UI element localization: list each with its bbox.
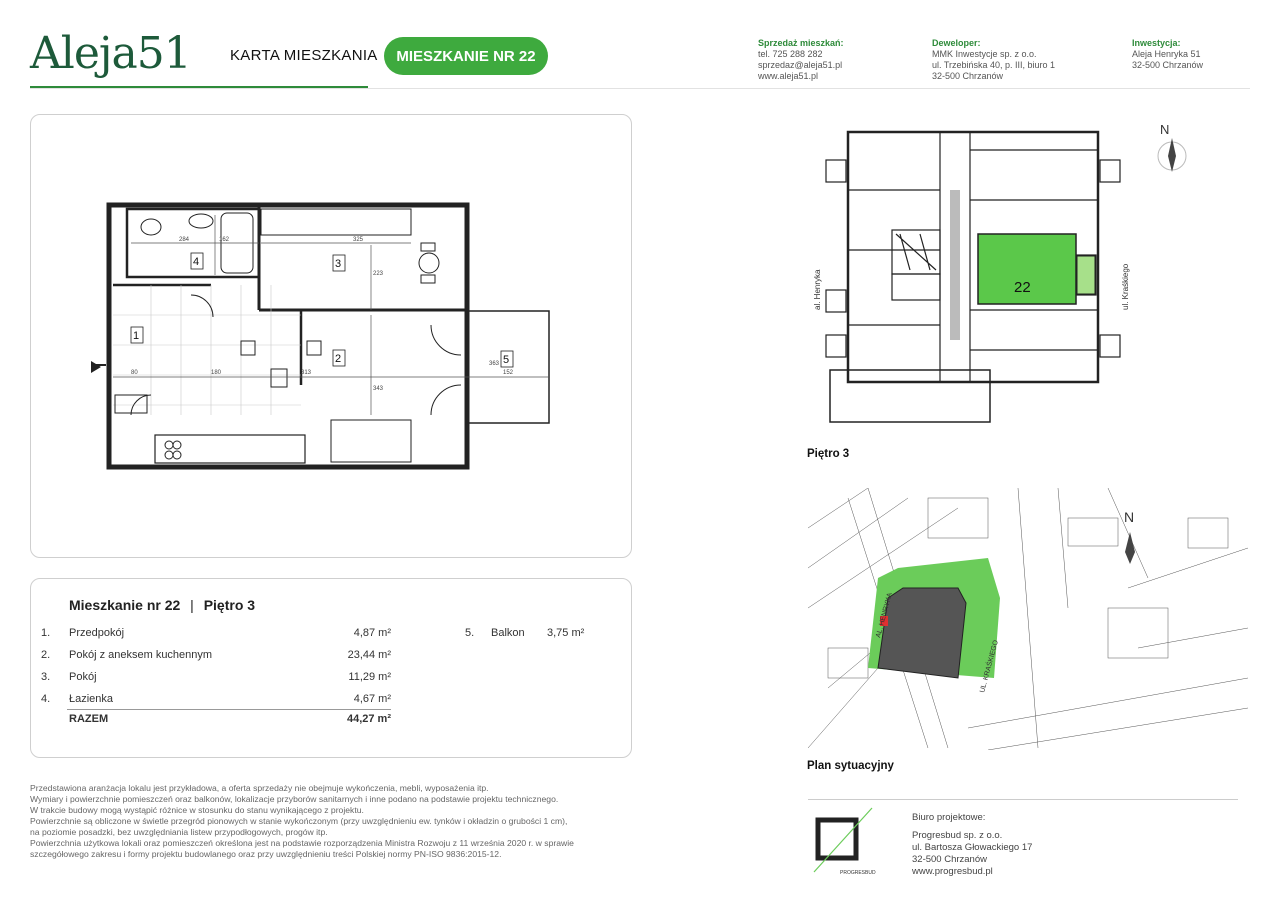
outer-wall [109, 205, 467, 467]
sales-contact [758, 38, 844, 82]
dim-label: 284 [179, 237, 190, 243]
building-floor-plan [800, 110, 1250, 440]
dim-label: 325 [353, 237, 364, 243]
balcony-name: Balkon [491, 627, 525, 639]
room-area: 4,67 m² [353, 693, 391, 705]
room-number-4: 4 [193, 256, 200, 268]
footnote-line: Powierzchnie są obliczone w świetle przegród pionowych w stanie wykończonym (przy uwzględnieniu ew. tynków i okładzin o grubości 1 cm), [30, 816, 568, 826]
sales-phone: tel. 725 288 282 [758, 49, 823, 59]
biuro-website[interactable]: www.progresbud.pl [912, 866, 993, 877]
footnote-line: szczegółowego zakresu i formy projektu budowlanego oraz przy uwzględnieniu treści Polskiej normy PN-ISO 9836:2015-12. [30, 849, 502, 859]
developer-heading: Deweloper: [932, 38, 981, 48]
floor-plan-label: Piętro 3 [807, 448, 850, 460]
balcony-no: 5. [465, 627, 475, 639]
room-area: 4,87 m² [353, 627, 391, 639]
sales-website[interactable]: www.aleja51.pl [758, 71, 819, 81]
dim-label: 313 [301, 370, 312, 376]
room-no: 1. [41, 627, 51, 639]
biuro-address: ul. Bartosza Głowackiego 17 [912, 842, 1033, 853]
room-number-2: 2 [335, 353, 342, 365]
biuro-info [912, 812, 1032, 878]
room-area: 11,29 m² [348, 671, 391, 683]
apartment-floor-plan [31, 115, 631, 557]
dim-label: 223 [373, 271, 384, 277]
room-number-5: 5 [503, 354, 510, 366]
footnote-line: Powierzchnia użytkowa lokali oraz pomieszczeń określona jest na podstawie rozporządzenia Ministra Rozwoju z 11 września 2020 r. w sprawie [30, 838, 574, 848]
street-left: al. Henryka [813, 269, 822, 310]
disclaimer [30, 783, 640, 860]
site-plan-label: Plan sytuacyjny [807, 760, 894, 772]
biuro-divider [808, 799, 1238, 800]
room-no: 4. [41, 693, 51, 705]
dim-label: 162 [219, 237, 230, 243]
footnote-line: na poziomie posadzki, bez uwzględniania listew przypodłogowych, progów itp. [30, 827, 328, 837]
footnote-line: Wymiary i powierzchnie pomieszczeń oraz balkonów, lokalizacje przyborów sanitarnych i inne podano na podstawie projektu technicznego. [30, 794, 559, 804]
biuro-city: 32-500 Chrzanów [912, 854, 987, 865]
north-label: N [1160, 122, 1170, 137]
page-title: KARTA MIESZKANIA [230, 47, 378, 64]
dim-label: 80 [131, 370, 138, 376]
room-name: Łazienka [69, 693, 114, 705]
apartment-plan-card [30, 114, 632, 558]
entrance-arrow-icon [91, 361, 101, 373]
room-no: 2. [41, 649, 51, 661]
dim-label: 152 [503, 370, 514, 376]
developer-contact [932, 38, 1055, 82]
footnote-line: W trakcie budowy mogą wystąpić różnice w stosunku do stanu wynikającego z projektu. [30, 805, 364, 815]
logo: Aleja51 [30, 28, 191, 79]
total-divider [67, 709, 391, 710]
progresbud-logo [808, 806, 878, 876]
investment-heading: Inwestycja: [1132, 38, 1181, 48]
unit-number: 22 [1014, 279, 1031, 296]
site-north-arrow-icon [1124, 509, 1135, 564]
biuro-heading: Biuro projektowe: [912, 812, 986, 823]
investment-city: 32-500 Chrzanów [1132, 60, 1204, 70]
biuro-company: Progresbud sp. z o.o. [912, 830, 1003, 841]
balcony-area: 3,75 m² [547, 627, 585, 639]
developer-name: MMK Inwestycje sp. z o.o. [932, 49, 1037, 59]
investment-contact [1132, 38, 1203, 71]
room-number-1: 1 [133, 330, 140, 342]
header-divider [30, 88, 1250, 89]
summary-title: Mieszkanie nr 22 [69, 597, 181, 613]
investment-address: Aleja Henryka 51 [1132, 49, 1201, 59]
street-right: ul. Kraśkiego [1121, 263, 1130, 310]
site-street-label: UL. KRAŚKIEGO [979, 639, 1000, 694]
total-label: RAZEM [69, 713, 109, 725]
developer-city: 32-500 Chrzanów [932, 71, 1004, 81]
site-street-label: AL. HENRYKA [875, 592, 894, 639]
summary-separator: | [190, 597, 194, 613]
progresbud-logo-text: PROGRESBUD [840, 870, 876, 876]
site-plan [808, 488, 1248, 750]
footnote-line: Przedstawiona aranżacja lokalu jest przykładowa, a oferta sprzedaży nie obejmuje wykończenia, mebli, wyposażenia itp. [30, 783, 489, 793]
developer-address: ul. Trzebińska 40, p. III, biuro 1 [932, 60, 1056, 70]
room-name: Pokój z aneksem kuchennym [69, 649, 213, 661]
site-north-label: N [1124, 509, 1135, 525]
north-arrow-icon [1158, 122, 1186, 172]
dim-label: 343 [373, 386, 384, 392]
summary-floor: Piętro 3 [203, 597, 256, 613]
room-name: Przedpokój [69, 627, 125, 639]
room-no: 3. [41, 671, 51, 683]
sales-heading: Sprzedaż mieszkań: [758, 38, 844, 48]
summary-card [30, 578, 632, 758]
room-name: Pokój [69, 671, 97, 683]
apartment-badge: MIESZKANIE NR 22 [384, 37, 548, 75]
room-area: 23,44 m² [347, 649, 391, 661]
dim-label: 363 [489, 361, 500, 367]
dim-label: 180 [211, 370, 222, 376]
unit-22-balcony [1077, 256, 1095, 294]
room-number-3: 3 [335, 258, 342, 270]
sales-email[interactable]: sprzedaz@aleja51.pl [758, 60, 843, 70]
total-area: 44,27 m² [346, 713, 391, 725]
